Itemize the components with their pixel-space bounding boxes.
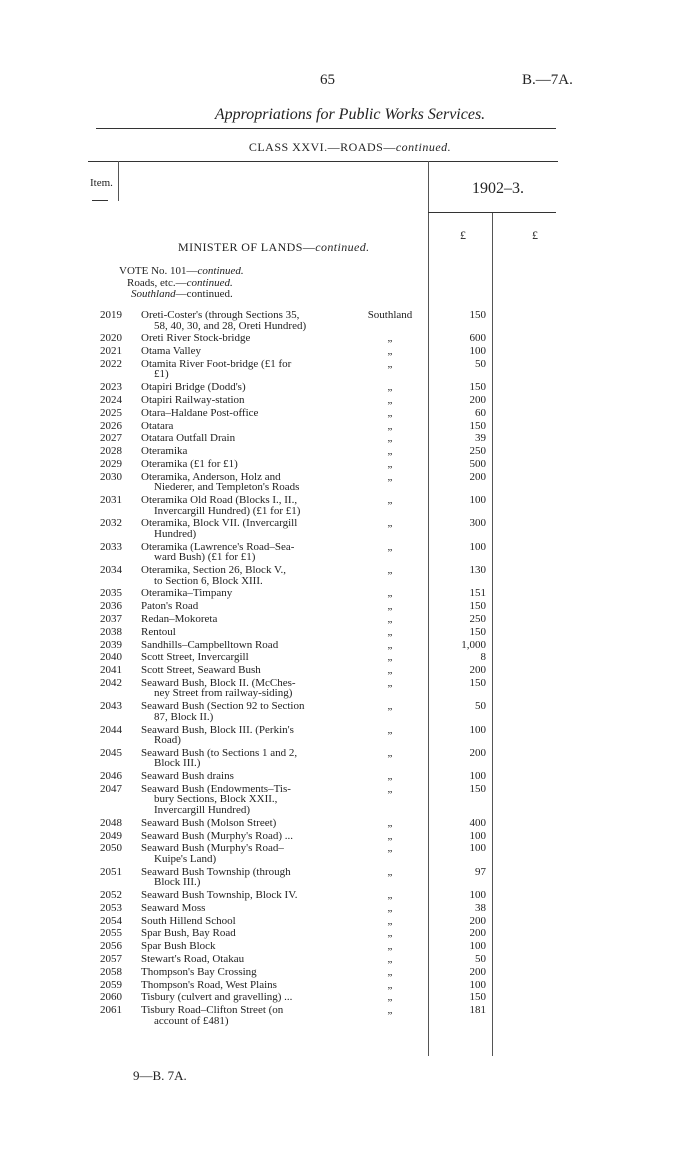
item-description: [141, 867, 339, 888]
item-description: [141, 614, 339, 625]
item-district: „: [387, 914, 393, 927]
item-amount: 50: [475, 952, 486, 965]
item-amount: 200: [469, 965, 486, 978]
description-line: Seaward Moss: [141, 901, 206, 914]
description-line: Oreti River Stock-bridge: [141, 332, 251, 345]
item-amount: 300: [469, 517, 486, 530]
item-amount: 181: [469, 1004, 486, 1017]
description-line: 87, Block II.): [154, 710, 214, 723]
item-description: [141, 954, 339, 965]
item-amount: 150: [469, 419, 486, 432]
description-line: Seaward Bush (Section 92 to Section: [141, 700, 305, 713]
item-description: [141, 652, 339, 663]
item-number: 2057: [100, 952, 122, 965]
item-description: [141, 459, 339, 470]
item-description: [141, 831, 339, 842]
item-number: 2045: [100, 746, 122, 759]
item-description: [141, 518, 339, 539]
item-amount: 400: [469, 816, 486, 829]
item-district: „: [387, 991, 393, 1004]
item-amount: 200: [469, 470, 486, 483]
year-head-rule: [428, 212, 556, 213]
vote-heading-main: VOTE No. 101—: [119, 265, 198, 277]
vote-heading-continued: continued.: [197, 265, 244, 277]
description-line: Oteramika Old Road (Blocks I., II.,: [141, 494, 298, 507]
item-district: „: [387, 494, 393, 507]
item-number: 2059: [100, 978, 122, 991]
class-heading-continued: continued.: [395, 140, 452, 154]
description-line: 58, 40, 30, and 28, Oreti Hundred): [154, 319, 307, 332]
roads-heading-main: Roads, etc.—: [127, 277, 187, 289]
item-district: „: [387, 816, 393, 829]
item-amount: 200: [469, 664, 486, 677]
item-amount: 600: [469, 332, 486, 345]
description-line: Invercargill Hundred) (£1 for £1): [154, 504, 301, 517]
item-amount: 100: [469, 770, 486, 783]
description-line: £1): [154, 368, 169, 381]
item-description: [141, 992, 339, 1003]
class-heading: [0, 140, 700, 155]
amount-unit-header: £: [460, 228, 466, 242]
item-district: „: [387, 901, 393, 914]
item-district: Southland: [367, 309, 413, 321]
item-district: „: [387, 357, 393, 370]
item-district: „: [387, 978, 393, 991]
item-amount: 150: [469, 600, 486, 613]
item-column-rule: [118, 161, 119, 201]
item-number: 2046: [100, 770, 122, 783]
item-district: „: [387, 651, 393, 664]
description-line: account of £481): [154, 1014, 229, 1027]
vote-heading: [119, 266, 244, 277]
item-amount: 150: [469, 381, 486, 394]
item-number: 2047: [100, 782, 122, 795]
item-amount: 200: [469, 394, 486, 406]
item-description: [141, 748, 339, 769]
item-description: [141, 771, 339, 782]
item-number: 2040: [100, 651, 122, 664]
description-line: Niederer, and Templeton's Roads: [154, 481, 300, 494]
item-amount: 100: [469, 345, 486, 358]
item-head-underline: [92, 200, 108, 201]
item-amount: 38: [475, 901, 486, 914]
description-line: Thompson's Bay Crossing: [141, 965, 257, 978]
item-description: [141, 346, 339, 357]
item-amount: 200: [469, 927, 486, 940]
item-description: [141, 565, 339, 586]
item-district: „: [387, 865, 393, 878]
item-description: [141, 627, 339, 638]
item-district: „: [387, 612, 393, 625]
item-amount: 97: [475, 865, 486, 878]
minister-heading-continued: continued.: [315, 240, 370, 254]
item-number: 2058: [100, 965, 122, 978]
item-number: 2043: [100, 700, 122, 713]
item-district: „: [387, 664, 393, 677]
item-description: [141, 421, 339, 432]
item-number: 2034: [100, 564, 122, 576]
description-line: Otama Valley: [141, 345, 201, 358]
item-district: „: [387, 540, 393, 553]
amount-column-rule: [492, 212, 493, 1056]
item-district: „: [387, 470, 393, 483]
description-line: Rentoul: [141, 625, 176, 638]
item-district: „: [387, 770, 393, 783]
item-amount: 200: [469, 914, 486, 927]
item-district: „: [387, 600, 393, 613]
item-number: 2035: [100, 587, 122, 600]
item-amount: 250: [469, 612, 486, 625]
item-district: „: [387, 638, 393, 651]
class-heading-main: CLASS XXVI.—ROADS—: [248, 140, 396, 154]
description-line: Oteramika (£1 for £1): [141, 458, 238, 470]
description-line: to Section 6, Block XIII.: [154, 574, 263, 587]
item-description: [141, 310, 339, 331]
description-line: ward Bush) (£1 for £1): [154, 551, 256, 564]
item-number: 2051: [100, 865, 122, 878]
description-line: Oreti-Coster's (through Sections 35,: [141, 309, 300, 321]
item-description: [141, 640, 339, 651]
item-number: 2029: [100, 458, 122, 470]
item-number: 2044: [100, 723, 122, 736]
minister-heading: [178, 240, 370, 255]
description-line: Otamita River Foot-bridge (£1 for: [141, 357, 292, 370]
item-number: 2020: [100, 332, 122, 345]
item-number: 2019: [100, 309, 122, 321]
description-line: Redan–Mokoreta: [141, 612, 218, 625]
description-line: Invercargill Hundred): [154, 803, 251, 816]
description-line: Block III.): [154, 757, 201, 770]
description-line: bury Sections, Block XXII.,: [154, 793, 278, 806]
document-reference: B.—7A.: [522, 72, 573, 88]
item-number: 2032: [100, 517, 122, 530]
description-line: Seaward Bush, Block II. (McChes-: [141, 676, 296, 689]
item-amount: 1,000: [461, 638, 486, 651]
description-line: Seaward Bush (Molson Street): [141, 816, 277, 829]
district-heading-main: Southland: [131, 288, 176, 300]
description-line: Seaward Bush (Murphy's Road–: [141, 842, 284, 855]
description-line: Tisbury (culvert and gravelling) ...: [141, 991, 293, 1004]
item-description: [141, 665, 339, 676]
description-line: Stewart's Road, Otakau: [141, 952, 245, 965]
item-number: 2031: [100, 494, 122, 507]
item-number: 2022: [100, 357, 122, 370]
item-description: [141, 433, 339, 444]
description-line: Scott Street, Invercargill: [141, 651, 249, 664]
description-line: Spar Bush, Bay Road: [141, 927, 236, 940]
item-description: [141, 408, 339, 419]
item-district: „: [387, 332, 393, 345]
item-description: [141, 1005, 339, 1026]
description-line: Thompson's Road, West Plains: [141, 978, 277, 991]
item-district: „: [387, 700, 393, 713]
item-description: [141, 359, 339, 380]
description-line: Seaward Bush, Block III. (Perkin's: [141, 723, 294, 736]
item-description: [141, 395, 339, 406]
page-title: Appropriations for Public Works Services.: [214, 106, 486, 123]
item-number: 2041: [100, 664, 122, 677]
item-district: „: [387, 625, 393, 638]
item-district: „: [387, 564, 393, 576]
item-amount: 100: [469, 829, 486, 842]
description-line: Otara–Haldane Post-office: [141, 406, 259, 419]
item-description: [141, 903, 339, 914]
roads-heading-continued: continued.: [186, 277, 233, 289]
item-amount: 250: [469, 445, 486, 458]
item-amount: 8: [480, 651, 486, 664]
item-description: [141, 333, 339, 344]
item-description: [141, 382, 339, 393]
item-description: [141, 967, 339, 978]
item-district: „: [387, 445, 393, 458]
item-number: 2055: [100, 927, 122, 940]
item-number: 2038: [100, 625, 122, 638]
description-line: Seaward Bush (Endowments–Tis-: [141, 782, 291, 795]
item-amount: 50: [475, 357, 486, 370]
item-number: 2061: [100, 1004, 122, 1017]
title-rule: [96, 128, 556, 129]
item-number: 2050: [100, 842, 122, 855]
item-district: „: [387, 406, 393, 419]
description-line: Seaward Bush Township (through: [141, 865, 291, 878]
item-description: [141, 601, 339, 612]
district-heading: [131, 289, 233, 300]
description-line: Seaward Bush (Murphy's Road) ...: [141, 829, 293, 842]
page-number: 65: [320, 72, 335, 88]
minister-heading-main: MINISTER OF LANDS—: [178, 240, 316, 254]
item-district: „: [387, 746, 393, 759]
description-line: Otatara: [141, 419, 174, 432]
item-amount: 150: [469, 625, 486, 638]
item-district: „: [387, 965, 393, 978]
item-district: „: [387, 842, 393, 855]
description-line: Seaward Bush (to Sections 1 and 2,: [141, 746, 298, 759]
item-district: „: [387, 927, 393, 940]
description-line: Otapiri Bridge (Dodd's): [141, 381, 246, 394]
description-line: Block III.): [154, 876, 201, 889]
item-number: 2053: [100, 901, 122, 914]
item-number: 2024: [100, 394, 122, 406]
item-number: 2054: [100, 914, 122, 927]
item-description: [141, 941, 339, 952]
item-number: 2025: [100, 406, 122, 419]
year-column-header: 1902–3.: [472, 180, 524, 197]
description-line: Oteramika: [141, 445, 188, 458]
item-district: „: [387, 829, 393, 842]
item-amount: 150: [469, 991, 486, 1004]
item-district: „: [387, 394, 393, 406]
item-amount: 100: [469, 494, 486, 507]
item-number: 2060: [100, 991, 122, 1004]
item-number: 2039: [100, 638, 122, 651]
item-description: [141, 678, 339, 699]
description-line: Seaward Bush Township, Block IV.: [141, 888, 298, 901]
item-description: [141, 928, 339, 939]
item-district: „: [387, 1004, 393, 1017]
item-district: „: [387, 782, 393, 795]
item-district: „: [387, 723, 393, 736]
item-district: „: [387, 381, 393, 394]
item-amount: 100: [469, 888, 486, 901]
item-district: „: [387, 458, 393, 470]
item-amount: 100: [469, 540, 486, 553]
item-number: 2049: [100, 829, 122, 842]
item-district: „: [387, 888, 393, 901]
description-line: Seaward Bush drains: [141, 770, 234, 783]
item-district: „: [387, 345, 393, 358]
description-line: Spar Bush Block: [141, 940, 216, 953]
total-unit-header: £: [532, 228, 538, 242]
description-line: Tisbury Road–Clifton Street (on: [141, 1004, 284, 1017]
item-description: [141, 701, 339, 722]
description-line: Otatara Outfall Drain: [141, 432, 236, 445]
description-line: Sandhills–Campbelltown Road: [141, 638, 279, 651]
item-description: [141, 818, 339, 829]
item-column-header: Item.: [90, 177, 113, 189]
item-number: 2030: [100, 470, 122, 483]
item-number: 2027: [100, 432, 122, 445]
description-line: Kuipe's Land): [154, 852, 217, 865]
item-number: 2048: [100, 816, 122, 829]
district-heading-continued: —continued.: [175, 288, 233, 300]
item-amount: 150: [469, 676, 486, 689]
item-number: 2036: [100, 600, 122, 613]
description-line: Oteramika–Timpany: [141, 587, 233, 600]
description-line: Oteramika, Section 26, Block V.,: [141, 564, 287, 576]
item-description: [141, 784, 339, 816]
item-description: [141, 980, 339, 991]
description-line: ney Street from railway-siding): [154, 687, 293, 700]
item-description: [141, 446, 339, 457]
description-line: South Hillend School: [141, 914, 236, 927]
item-amount: 200: [469, 746, 486, 759]
item-amount: 500: [469, 458, 486, 470]
item-number: 2033: [100, 540, 122, 553]
item-number: 2026: [100, 419, 122, 432]
item-number: 2052: [100, 888, 122, 901]
item-district: „: [387, 419, 393, 432]
item-district: „: [387, 952, 393, 965]
item-number: 2037: [100, 612, 122, 625]
item-description: [141, 890, 339, 901]
description-line: Otapiri Railway-station: [141, 394, 245, 406]
item-number: 2023: [100, 381, 122, 394]
printer-signature: 9—B. 7A.: [133, 1068, 187, 1083]
item-description: [141, 472, 339, 493]
item-amount: 151: [469, 587, 486, 600]
description-line: Hundred): [154, 527, 197, 540]
item-number: 2028: [100, 445, 122, 458]
description-line: Oteramika (Lawrence's Road–Sea-: [141, 540, 295, 553]
item-amount: 39: [475, 432, 486, 445]
item-district: „: [387, 676, 393, 689]
item-amount: 100: [469, 940, 486, 953]
item-district: „: [387, 940, 393, 953]
item-amount: 150: [469, 309, 486, 321]
description-line: Oteramika, Block VII. (Invercargill: [141, 517, 298, 530]
item-amount: 100: [469, 842, 486, 855]
description-line: Road): [154, 734, 181, 746]
item-description: [141, 725, 339, 746]
item-description: [141, 495, 339, 516]
description-line: Paton's Road: [141, 600, 199, 613]
place-column-rule: [428, 161, 429, 1056]
item-district: „: [387, 587, 393, 600]
description-line: Scott Street, Seaward Bush: [141, 664, 261, 677]
item-amount: 130: [469, 564, 486, 576]
item-amount: 100: [469, 978, 486, 991]
item-amount: 50: [475, 700, 486, 713]
item-number: 2056: [100, 940, 122, 953]
item-amount: 100: [469, 723, 486, 736]
item-number: 2042: [100, 676, 122, 689]
item-district: „: [387, 432, 393, 445]
item-description: [141, 542, 339, 563]
item-description: [141, 843, 339, 864]
item-amount: 60: [475, 406, 486, 419]
description-line: Oteramika, Anderson, Holz and: [141, 470, 281, 483]
item-description: [141, 916, 339, 927]
item-number: 2021: [100, 345, 122, 358]
table-top-rule: [88, 161, 558, 162]
item-amount: 150: [469, 782, 486, 795]
item-district: „: [387, 517, 393, 530]
item-description: [141, 588, 339, 599]
